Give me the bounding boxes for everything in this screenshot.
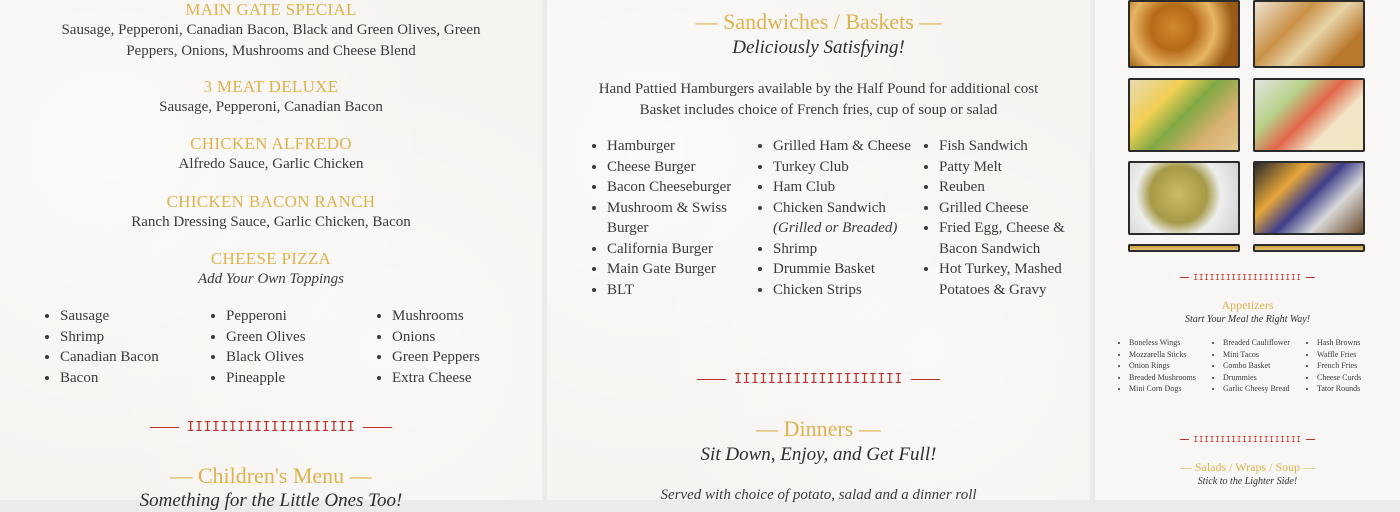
hamburger-note: Hand Pattied Hamburgers available by the Half Pound for additional cost [598,81,1039,97]
list-item: • Fish Sandwich [939,136,1069,157]
list-item: • Breaded Mushrooms [1129,372,1211,384]
sandwiches-subtitle: Deliciously Satisfying! [732,37,905,58]
pizza-chicken-alfredo [20,134,522,175]
list-item: • Boneless Wings [1129,337,1211,349]
list-item: • Grilled Ham & Cheese [773,136,921,157]
list-item: • Cheese Curds [1317,372,1387,384]
pizza-menu-panel [0,0,542,511]
pizza-desc: Sausage, Pepperoni, Canadian Bacon, Black and Green Olives, Green Peppers, Onions, Mushrooms and Cheese Blend [61,22,481,59]
childrens-menu-title: — Children's Menu — [170,463,372,488]
list-item: • Fried Egg, Cheese & Bacon Sandwich [939,218,1069,259]
list-item: • Hamburger [607,136,755,157]
list-item: • Pepperoni [226,306,374,327]
list-item: • Mushrooms [392,306,540,327]
boneless-wings-photo[interactable] [1128,0,1240,68]
list-item: • California Burger [607,239,755,260]
appetizers-column-2 [1211,337,1305,395]
toppings-column-2 [208,306,374,388]
toppings-column-1 [42,306,208,388]
section-divider: IIIIIIIIIIIIIIIIIIII [697,372,940,386]
pizza-cheese [20,249,522,290]
basket-note: Basket includes choice of French fries, cup of soup or salad [639,102,998,118]
list-item: • Drummies [1223,372,1305,384]
list-item: • Waffle Fries [1317,349,1387,361]
dinners-title: — Dinners — [756,416,881,441]
list-item: • BLT [607,280,755,301]
burger-fries-photo[interactable] [1128,78,1240,152]
sandwiches-title: — Sandwiches / Baskets — [695,9,942,34]
list-item: • Mini Tacos [1223,349,1305,361]
pizza-desc: Alfredo Sauce, Garlic Chicken [178,156,364,172]
list-item: • Reuben [939,177,1069,198]
sandwich-column-2 [755,136,921,300]
pizza-title: CHEESE PIZZA [210,249,332,268]
list-item: • Breaded Cauliflower [1223,337,1305,349]
list-item: • Extra Cheese [392,368,540,389]
list-item: • Onion Rings [1129,360,1211,372]
pizza-desc: Sausage, Pepperoni, Canadian Bacon [159,99,383,115]
salads-title: — Salads / Wraps / Soup — [1179,460,1316,474]
pizza-desc: Ranch Dressing Sauce, Garlic Chicken, Bacon [131,214,411,230]
list-item: • Grilled Cheese [939,198,1069,219]
chef-salad-photo[interactable] [1253,78,1365,152]
appetizers-panel [1095,0,1400,500]
list-item: • Canadian Bacon [60,347,208,368]
appetizers-title: Appetizers [1221,298,1274,312]
dinners-note: Served with choice of potato, salad and a dinner roll [660,487,977,503]
appetizers-column-1 [1117,337,1211,395]
pizza-title: MAIN GATE SPECIAL [185,0,357,19]
list-item: • Hash Browns [1317,337,1387,349]
soup-photo[interactable] [1128,161,1240,235]
list-item: • Onions [392,327,540,348]
pizza-main-gate-special [20,0,522,62]
pizza-desc: Add Your Own Toppings [197,271,345,287]
list-item: • Hot Turkey, Mashed Potatoes & Gravy [939,259,1069,300]
list-item: • Ham Club [773,177,921,198]
list-item: • Chicken Sandwich (Grilled or Breaded) [773,198,921,239]
list-item: • Bacon Cheeseburger [607,177,755,198]
list-item: • Black Olives [226,347,374,368]
section-divider: IIIIIIIIIIIIIIIIIIII [150,420,392,434]
list-item: • Green Peppers [392,347,540,368]
list-item: • Bacon [60,368,208,389]
toppings-list [42,306,540,388]
pizza-3-meat-deluxe [20,77,522,118]
pizza-chicken-bacon-ranch [20,192,522,233]
salads-subtitle: Stick to the Lighter Side! [1197,476,1298,487]
pizza-title: 3 MEAT DELUXE [203,77,339,96]
list-item: • Shrimp [60,327,208,348]
sandwich-list [589,136,1069,300]
toppings-column-3 [374,306,540,388]
appetizers-subtitle: Start Your Meal the Right Way! [1184,314,1311,325]
list-item: • Mini Corn Dogs [1129,383,1211,395]
list-item: • Green Olives [226,327,374,348]
fried-food-photo-2[interactable] [1253,244,1365,252]
list-item: • French Fries [1317,360,1387,372]
list-item: • Patty Melt [939,157,1069,178]
list-item: • Combo Basket [1223,360,1305,372]
list-item: • Chicken Strips [773,280,921,301]
dinners-subtitle: Sit Down, Enjoy, and Get Full! [700,444,937,465]
sandwich-column-3 [921,136,1069,300]
appetizers-list [1117,337,1387,395]
pizza-title: CHICKEN BACON RANCH [166,192,376,211]
list-item: • Mozzarella Sticks [1129,349,1211,361]
list-item: • Garlic Cheesy Bread [1223,383,1305,395]
fish-basket-photo[interactable] [1253,0,1365,68]
childrens-menu-subtitle: Something for the Little Ones Too! [139,490,403,511]
list-item: • Turkey Club [773,157,921,178]
list-item: • Mushroom & Swiss Burger [607,198,755,239]
pizza-title: CHICKEN ALFREDO [190,134,352,153]
list-item: • Cheese Burger [607,157,755,178]
sandwiches-menu-panel [547,0,1090,503]
list-item: • Main Gate Burger [607,259,755,280]
appetizers-column-3 [1305,337,1387,395]
list-item: • Drummie Basket [773,259,921,280]
platter-photo[interactable] [1253,161,1365,235]
list-item: • Pineapple [226,368,374,389]
fried-food-photo[interactable] [1128,244,1240,252]
list-item: • Shrimp [773,239,921,260]
list-item: • Sausage [60,306,208,327]
section-divider: IIIIIIIIIIIIIIIIIIII [1180,270,1315,284]
list-item: • Tator Rounds [1317,383,1387,395]
section-divider: IIIIIIIIIIIIIIIIIIII [1180,432,1315,446]
sandwich-column-1 [589,136,755,300]
